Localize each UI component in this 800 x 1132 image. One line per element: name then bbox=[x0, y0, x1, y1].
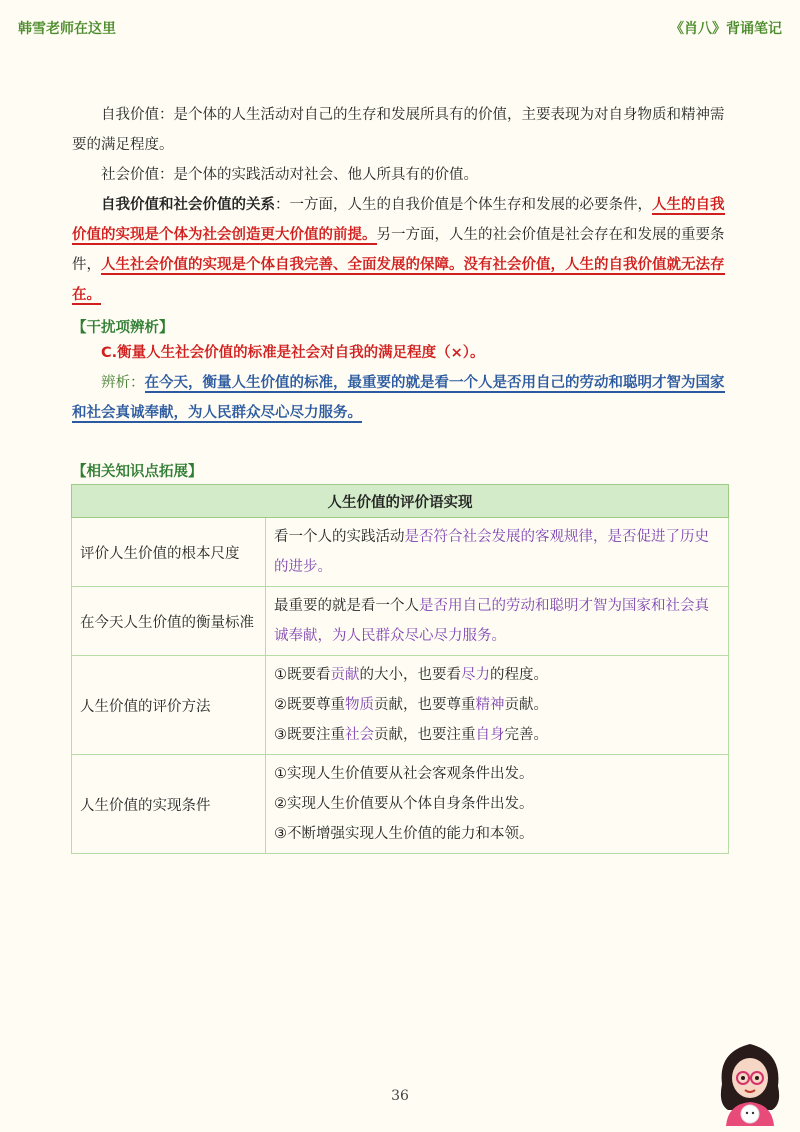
row-key: 在今天人生价值的衡量标准 bbox=[72, 587, 266, 656]
row-value bbox=[266, 656, 729, 755]
header-right-title: 《肖八》背诵笔记 bbox=[670, 21, 782, 37]
table-title: 人生价值的评价语实现 bbox=[72, 485, 729, 518]
analysis-text: 在今天，衡量人生价值的标准，最重要的就是看一个人是否用自己的劳动和聪明才智为国家和社会真诚奉献，为人民群众尽心尽力服务。 bbox=[72, 375, 725, 421]
distractor-option: C.衡量人生社会价值的标准是社会对自我的满足程度（×）。 bbox=[101, 345, 485, 361]
relation-emphasis-1: 人生的自我价值的实现是个体为社会创造更大价值的前提。 bbox=[72, 197, 725, 243]
knowledge-table bbox=[71, 484, 729, 854]
value-highlight: 是否用自己的劳动和聪明才智为国家和社会真诚奉献，为人民群众尽心尽力服务。 bbox=[274, 598, 709, 644]
value-plain: 看一个人的实践活动 bbox=[274, 529, 405, 545]
analysis-label: 辨析： bbox=[101, 375, 145, 391]
condition-line: ①实现人生价值要从社会客观条件出发。 bbox=[274, 766, 534, 782]
table-row bbox=[72, 755, 729, 854]
table-row bbox=[72, 587, 729, 656]
teacher-avatar-illustration bbox=[712, 1034, 788, 1126]
page-number: 36 bbox=[391, 1088, 409, 1104]
relation-text-a: ：一方面，人生的自我价值是个体生存和发展的必要条件， bbox=[275, 197, 652, 213]
paragraph-relation bbox=[72, 190, 732, 310]
row-key: 评价人生价值的根本尺度 bbox=[72, 518, 266, 587]
relation-text-b: 另一方面，人生的社会价值是社会存在和发展的重要条件， bbox=[72, 227, 725, 273]
relation-heading: 自我价值和社会价值的关系 bbox=[101, 197, 275, 213]
method-line: ②既要尊重物质贡献，也要尊重精神贡献。 bbox=[274, 697, 548, 713]
row-value bbox=[266, 587, 729, 656]
condition-line: ③不断增强实现人生价值的能力和本领。 bbox=[274, 826, 534, 842]
extension-heading: 【相关知识点拓展】 bbox=[72, 464, 203, 480]
value-plain: 最重要的就是看一个人 bbox=[274, 598, 419, 614]
row-value bbox=[266, 518, 729, 587]
table-row bbox=[72, 656, 729, 755]
method-line: ③既要注重社会贡献，也要注重自身完善。 bbox=[274, 727, 548, 743]
row-value bbox=[266, 755, 729, 854]
paragraph-social-value: 社会价值：是个体的实践活动对社会、他人所具有的价值。 bbox=[101, 167, 478, 183]
distractor-heading: 【干扰项辨析】 bbox=[72, 320, 174, 336]
header-left-title: 韩雪老师在这里 bbox=[18, 21, 116, 37]
table-header-row bbox=[72, 485, 729, 518]
distractor-analysis bbox=[72, 368, 732, 428]
row-key: 人生价值的评价方法 bbox=[72, 656, 266, 755]
row-key: 人生价值的实现条件 bbox=[72, 755, 266, 854]
value-highlight: 是否符合社会发展的客观规律，是否促进了历史的进步。 bbox=[274, 529, 709, 575]
method-line: ①既要看贡献的大小，也要看尽力的程度。 bbox=[274, 667, 548, 683]
condition-line: ②实现人生价值要从个体自身条件出发。 bbox=[274, 796, 534, 812]
relation-emphasis-2: 人生社会价值的实现是个体自我完善、全面发展的保障。没有社会价值，人生的自我价值就无法存在。 bbox=[72, 257, 725, 303]
paragraph-self-value: 自我价值：是个体的人生活动对自己的生存和发展所具有的价值，主要表现为对自身物质和精神需要的满足程度。 bbox=[72, 107, 725, 153]
table-row bbox=[72, 518, 729, 587]
